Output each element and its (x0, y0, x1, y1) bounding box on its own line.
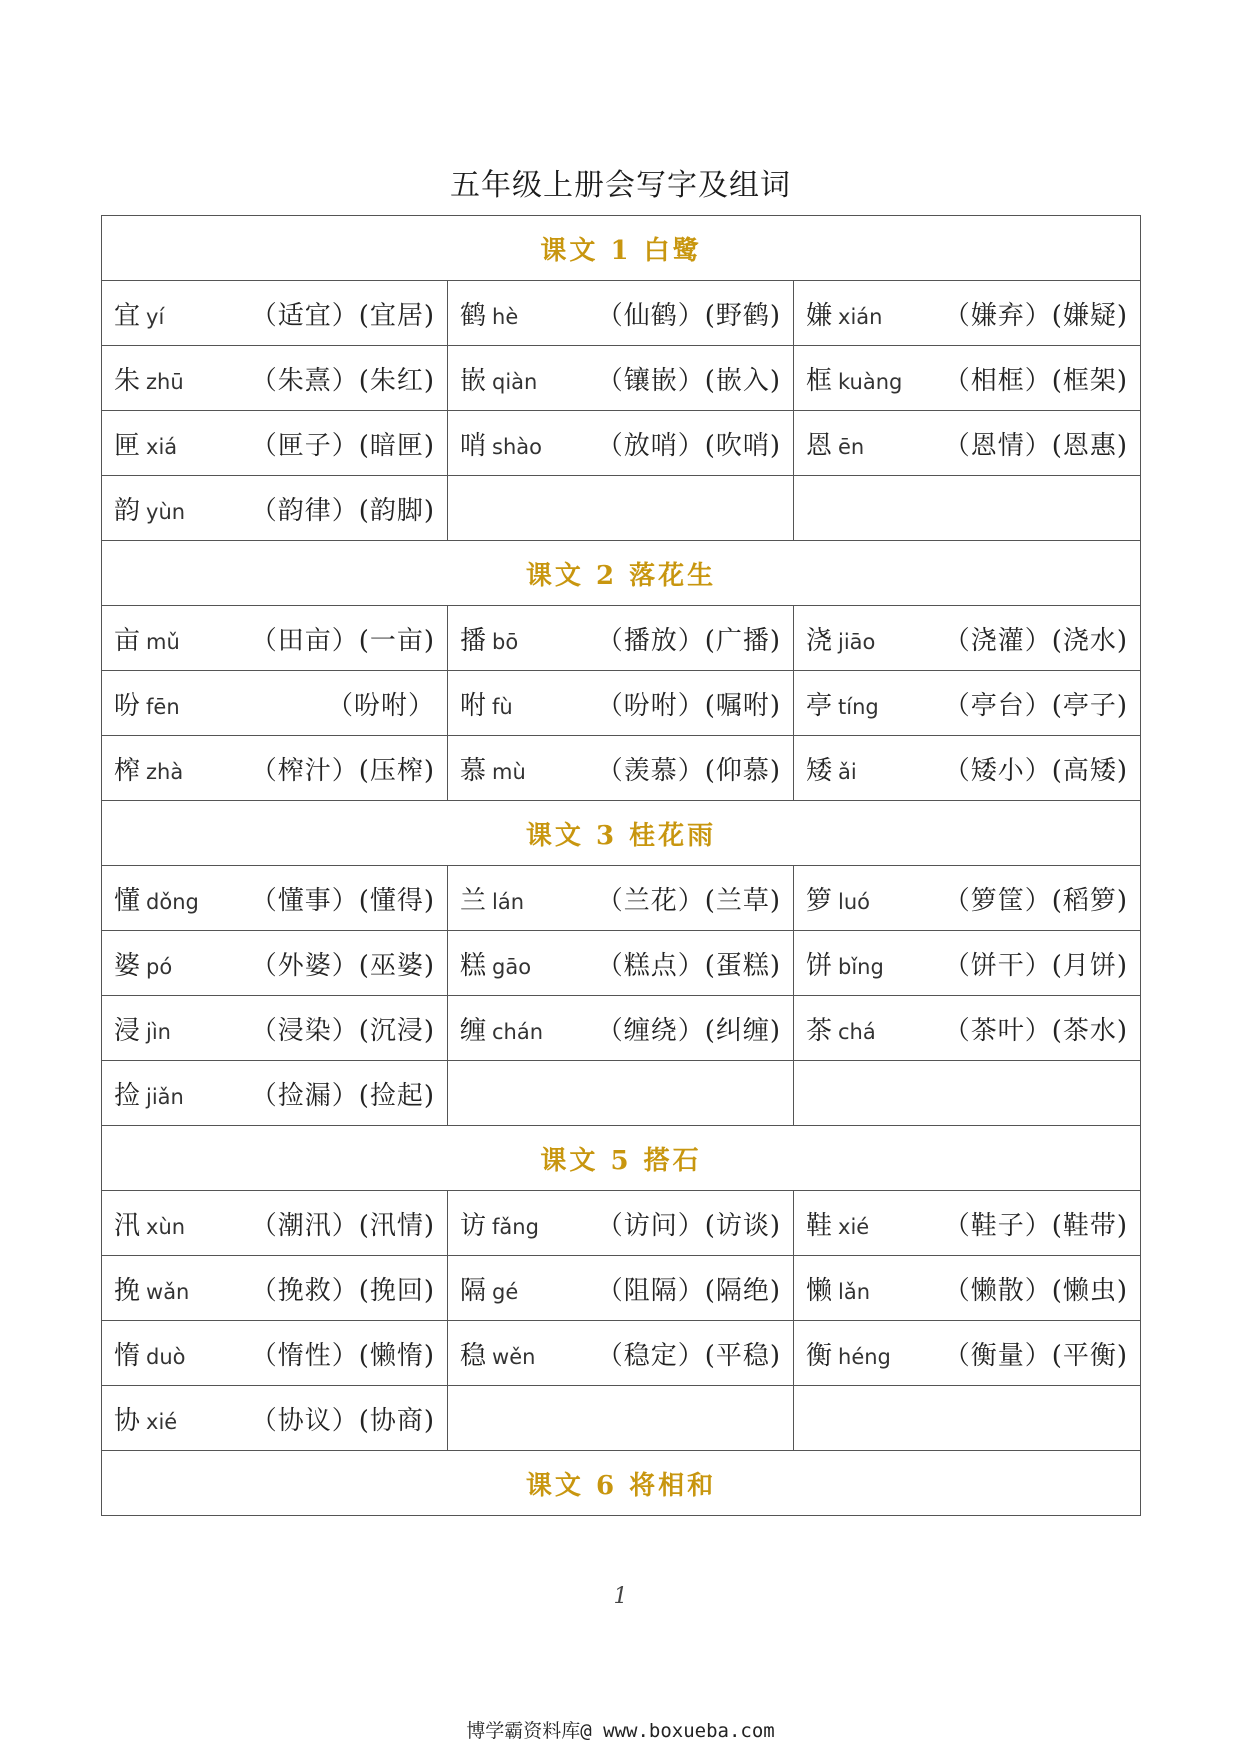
character: 惰 (114, 1340, 141, 1371)
word-examples: （外婆）(巫婆) (250, 950, 435, 981)
word-examples: （稳定）(平稳) (596, 1340, 781, 1371)
word-cell (448, 411, 794, 476)
pinyin: wěn (492, 1344, 536, 1369)
pinyin: fù (492, 694, 513, 719)
pinyin: zhū (146, 369, 184, 394)
word-examples: （吩咐）(嘱咐) (596, 690, 781, 721)
word-cell (102, 281, 448, 346)
word-cell (102, 671, 448, 736)
word-examples: （饼干）(月饼) (943, 950, 1129, 981)
word-examples: （捡漏）(捡起) (250, 1080, 435, 1111)
table-row (102, 866, 1141, 931)
character: 衡 (806, 1340, 833, 1371)
pinyin: luó (838, 889, 871, 914)
character: 恩 (806, 430, 833, 461)
pinyin: mù (492, 759, 526, 784)
table-row (102, 476, 1141, 541)
word-cell (102, 476, 448, 541)
word-examples: （鞋子）(鞋带) (943, 1210, 1129, 1241)
word-cell (102, 1191, 448, 1256)
table-row (102, 996, 1141, 1061)
pinyin: xián (838, 304, 883, 329)
word-cell (102, 1256, 448, 1321)
word-examples: （嫌弃）(嫌疑) (943, 300, 1129, 331)
word-cell (102, 606, 448, 671)
table-row (102, 346, 1141, 411)
character: 朱 (114, 365, 141, 396)
character: 鹤 (460, 300, 487, 331)
word-cell (794, 411, 1141, 476)
table-row (102, 1061, 1141, 1126)
word-cell (102, 736, 448, 801)
character: 懒 (806, 1275, 833, 1306)
pinyin: jiǎn (146, 1084, 184, 1109)
character: 播 (460, 625, 487, 656)
word-cell (794, 476, 1141, 541)
word-cell (448, 346, 794, 411)
word-examples: （懂事）(懂得) (250, 885, 435, 916)
word-examples: （相框）(框架) (943, 365, 1129, 396)
character: 茶 (806, 1015, 833, 1046)
word-examples: （匣子）(暗匣) (250, 430, 435, 461)
word-examples: （亭台）(亭子) (943, 690, 1129, 721)
word-cell (102, 346, 448, 411)
character: 懂 (114, 885, 141, 916)
word-cell (448, 1386, 794, 1451)
word-cell (102, 411, 448, 476)
word-examples: （糕点）(蛋糕) (596, 950, 781, 981)
word-cell (448, 671, 794, 736)
word-examples: （榨汁）(压榨) (250, 755, 435, 786)
table-row (102, 671, 1141, 736)
pinyin: ǎi (838, 759, 857, 784)
section-heading: 课文 6 将相和 (102, 1451, 1141, 1516)
word-examples: （挽救）(挽回) (250, 1275, 435, 1306)
word-table (101, 215, 1141, 1516)
pinyin: xùn (146, 1214, 186, 1239)
word-examples: （潮汛）(汛情) (250, 1210, 435, 1241)
word-cell (794, 1386, 1141, 1451)
pinyin: fēn (146, 694, 180, 719)
word-cell (448, 736, 794, 801)
table-row (102, 1256, 1141, 1321)
word-cell (448, 996, 794, 1061)
word-cell (448, 1256, 794, 1321)
character: 婆 (114, 950, 141, 981)
pinyin: chán (492, 1019, 544, 1044)
word-examples: （恩情）(恩惠) (943, 430, 1129, 461)
word-examples: （缠绕）(纠缠) (596, 1015, 781, 1046)
word-cell (448, 281, 794, 346)
word-examples: （茶叶）(茶水) (943, 1015, 1129, 1046)
word-cell (794, 1191, 1141, 1256)
pinyin: xiá (146, 434, 178, 459)
word-cell (794, 606, 1141, 671)
pinyin: yí (146, 304, 165, 329)
character: 箩 (806, 885, 833, 916)
word-cell (794, 671, 1141, 736)
character: 缠 (460, 1015, 487, 1046)
pinyin: qiàn (492, 369, 538, 394)
word-examples: （镶嵌）(嵌入) (596, 365, 781, 396)
pinyin: fǎng (492, 1214, 539, 1239)
word-examples: （朱熹）(朱红) (250, 365, 435, 396)
word-cell (794, 866, 1141, 931)
word-examples: （箩筐）(稻箩) (943, 885, 1129, 916)
word-examples: （羡慕）(仰慕) (596, 755, 781, 786)
character: 框 (806, 365, 833, 396)
word-cell (102, 996, 448, 1061)
word-cell (448, 931, 794, 996)
character: 亭 (806, 690, 833, 721)
word-cell (102, 1386, 448, 1451)
character: 浸 (114, 1015, 141, 1046)
table-row (102, 411, 1141, 476)
pinyin: gé (492, 1279, 519, 1304)
footer-watermark: 博学霸资料库@ www.boxueba.com (466, 1720, 775, 1742)
word-cell (102, 1321, 448, 1386)
word-examples: （吩咐） (326, 690, 435, 721)
character: 捡 (114, 1080, 141, 1111)
word-examples: （放哨）(吹哨) (596, 430, 781, 461)
pinyin: ēn (838, 434, 865, 459)
table-row (102, 281, 1141, 346)
character: 饼 (806, 950, 833, 981)
character: 亩 (114, 625, 141, 656)
pinyin: tíng (838, 694, 879, 719)
character: 哨 (460, 430, 487, 461)
word-cell (448, 866, 794, 931)
word-examples: （仙鹤）(野鹤) (596, 300, 781, 331)
character: 协 (114, 1405, 141, 1436)
page-title: 五年级上册会写字及组词 (450, 168, 791, 203)
pinyin: pó (146, 954, 173, 979)
character: 宜 (114, 300, 141, 331)
section-heading: 课文 3 桂花雨 (102, 801, 1141, 866)
character: 咐 (460, 690, 487, 721)
character: 矮 (806, 755, 833, 786)
word-table-body (102, 216, 1141, 1516)
pinyin: xié (146, 1409, 178, 1434)
pinyin: yùn (146, 499, 186, 524)
pinyin: wǎn (146, 1279, 190, 1304)
character: 汛 (114, 1210, 141, 1241)
pinyin: dǒng (146, 889, 199, 914)
character: 糕 (460, 950, 487, 981)
character: 榨 (114, 755, 141, 786)
character: 浇 (806, 625, 833, 656)
pinyin: hè (492, 304, 519, 329)
word-examples: （韵律）(韵脚) (250, 495, 435, 526)
word-examples: （衡量）(平衡) (943, 1340, 1129, 1371)
word-cell (448, 1061, 794, 1126)
character: 慕 (460, 755, 487, 786)
word-examples: （播放）(广播) (596, 625, 781, 656)
word-cell (794, 736, 1141, 801)
pinyin: duò (146, 1344, 186, 1369)
pinyin: jìn (146, 1019, 171, 1044)
word-cell (448, 476, 794, 541)
character: 隔 (460, 1275, 487, 1306)
word-cell (794, 1321, 1141, 1386)
character: 嵌 (460, 365, 487, 396)
table-row (102, 1386, 1141, 1451)
word-cell (102, 866, 448, 931)
section-header-row (102, 216, 1141, 281)
word-cell (102, 1061, 448, 1126)
character: 挽 (114, 1275, 141, 1306)
character: 韵 (114, 495, 141, 526)
section-header-row (102, 1451, 1141, 1516)
word-cell (448, 606, 794, 671)
word-cell (794, 1256, 1141, 1321)
word-cell (794, 931, 1141, 996)
section-heading: 课文 1 白鹭 (102, 216, 1141, 281)
word-examples: （适宜）(宜居) (250, 300, 435, 331)
character: 鞋 (806, 1210, 833, 1241)
word-cell (102, 931, 448, 996)
word-examples: （兰花）(兰草) (596, 885, 781, 916)
word-examples: （懒散）(懒虫) (943, 1275, 1129, 1306)
word-examples: （田亩）(一亩) (250, 625, 435, 656)
pinyin: bǐng (838, 954, 884, 979)
table-row (102, 606, 1141, 671)
word-examples: （协议）(协商) (250, 1405, 435, 1436)
word-examples: （矮小）(高矮) (943, 755, 1129, 786)
pinyin: gāo (492, 954, 532, 979)
pinyin: bō (492, 629, 519, 654)
character: 嫌 (806, 300, 833, 331)
character: 访 (460, 1210, 487, 1241)
word-cell (794, 1061, 1141, 1126)
word-examples: （浇灌）(浇水) (943, 625, 1129, 656)
section-header-row (102, 801, 1141, 866)
pinyin: mǔ (146, 629, 180, 654)
word-examples: （访问）(访谈) (596, 1210, 781, 1241)
character: 兰 (460, 885, 487, 916)
section-header-row (102, 541, 1141, 606)
pinyin: zhà (146, 759, 184, 784)
word-cell (794, 346, 1141, 411)
word-cell (448, 1321, 794, 1386)
character: 匣 (114, 430, 141, 461)
pinyin: shào (492, 434, 542, 459)
table-row (102, 1321, 1141, 1386)
pinyin: jiāo (838, 629, 876, 654)
pinyin: chá (838, 1019, 876, 1044)
pinyin: kuàng (838, 369, 903, 394)
character: 吩 (114, 690, 141, 721)
table-row (102, 931, 1141, 996)
pinyin: lán (492, 889, 525, 914)
section-heading: 课文 5 搭石 (102, 1126, 1141, 1191)
table-row (102, 736, 1141, 801)
section-heading: 课文 2 落花生 (102, 541, 1141, 606)
pinyin: lǎn (838, 1279, 871, 1304)
page-number: 1 (613, 1584, 628, 1609)
word-examples: （浸染）(沉浸) (250, 1015, 435, 1046)
word-cell (794, 996, 1141, 1061)
pinyin: xié (838, 1214, 870, 1239)
word-examples: （阻隔）(隔绝) (596, 1275, 781, 1306)
word-cell (794, 281, 1141, 346)
character: 稳 (460, 1340, 487, 1371)
table-row (102, 1191, 1141, 1256)
pinyin: héng (838, 1344, 891, 1369)
section-header-row (102, 1126, 1141, 1191)
word-examples: （惰性）(懒惰) (250, 1340, 435, 1371)
word-cell (448, 1191, 794, 1256)
